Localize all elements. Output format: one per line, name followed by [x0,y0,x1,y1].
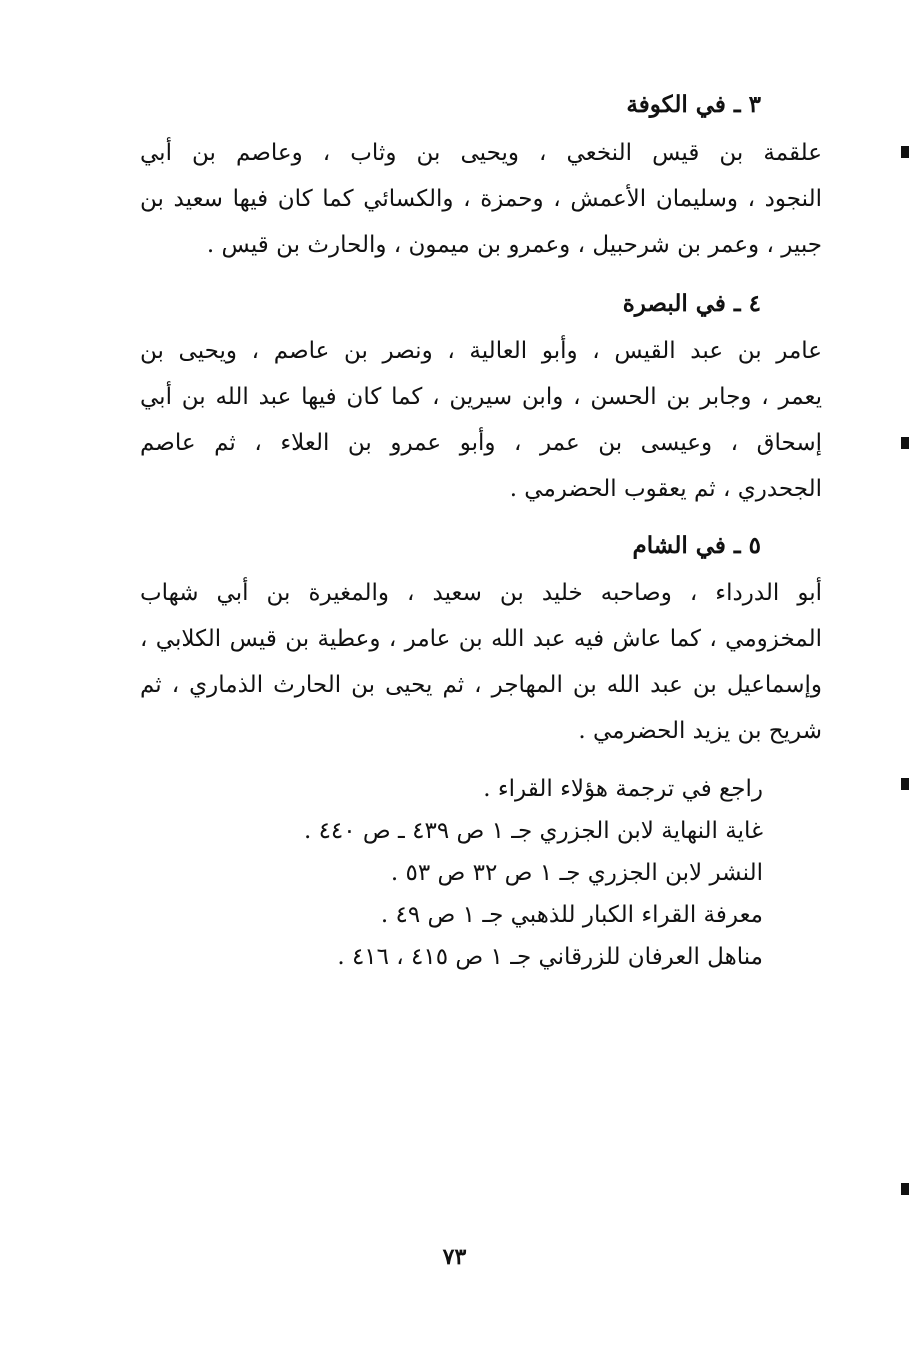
margin-mark [901,778,909,790]
text-line: إسحاق ، وعيسى بن عمر ، وأبو عمرو بن العلاء ، ثم عاصم [140,430,822,456]
text-line: أبو الدرداء ، وصاحبه خليد بن سعيد ، والمغيرة بن أبي شهاب [140,580,823,606]
section-heading-sham: ٥ ـ في الشام [632,532,761,559]
reference-item: النشر لابن الجزري جـ ١ ص ٣٢ ص ٥٣ . [390,860,763,886]
margin-mark [901,437,909,449]
text-line: المخزومي ، كما عاش فيه عبد الله بن عامر ، وعطية بن قيس الكلابي ، [140,626,822,652]
page-number: ٧٣ [442,1244,467,1270]
section-body-kufa [140,130,822,268]
text-line: علقمة بن قيس النخعي ، ويحيى بن وثاب ، وعاصم بن أبي [140,140,822,166]
text-line: الجحدري ، ثم يعقوب الحضرمي . [509,476,822,502]
section-heading-kufa: ٣ ـ في الكوفة [626,91,761,118]
text-line: جبير ، وعمر بن شرحبيل ، وعمرو بن ميمون ، والحارث بن قيس . [206,232,822,258]
text-line: النجود ، وسليمان الأعمش ، وحمزة ، والكسائي كما كان فيها سعيد بن [140,186,822,212]
text-line: وإسماعيل بن عبد الله بن المهاجر ، ثم يحيى بن الحارث الذماري ، ثم [140,672,822,698]
references-list [200,768,763,978]
text-line: عامر بن عبد القيس ، وأبو العالية ، ونصر بن عاصم ، ويحيى بن [140,338,822,364]
reference-item: معرفة القراء الكبار للذهبي جـ ١ ص ٤٩ . [380,902,763,928]
references-intro: راجع في ترجمة هؤلاء القراء . [483,776,763,802]
reference-item: مناهل العرفان للزرقاني جـ ١ ص ٤١٥ ، ٤١٦ . [337,944,763,970]
section-heading-basra: ٤ ـ في البصرة [622,290,761,317]
reference-item: غاية النهاية لابن الجزري جـ ١ ص ٤٣٩ ـ ص ٤٤٠ . [303,818,763,844]
section-body-basra [140,328,822,512]
margin-mark [901,1183,909,1195]
margin-mark [901,146,909,158]
section-body-sham [140,570,822,754]
text-line: شريح بن يزيد الحضرمي . [578,718,822,744]
text-line: يعمر ، وجابر بن الحسن ، وابن سيرين ، كما كان فيها عبد الله بن أبي [140,384,822,410]
